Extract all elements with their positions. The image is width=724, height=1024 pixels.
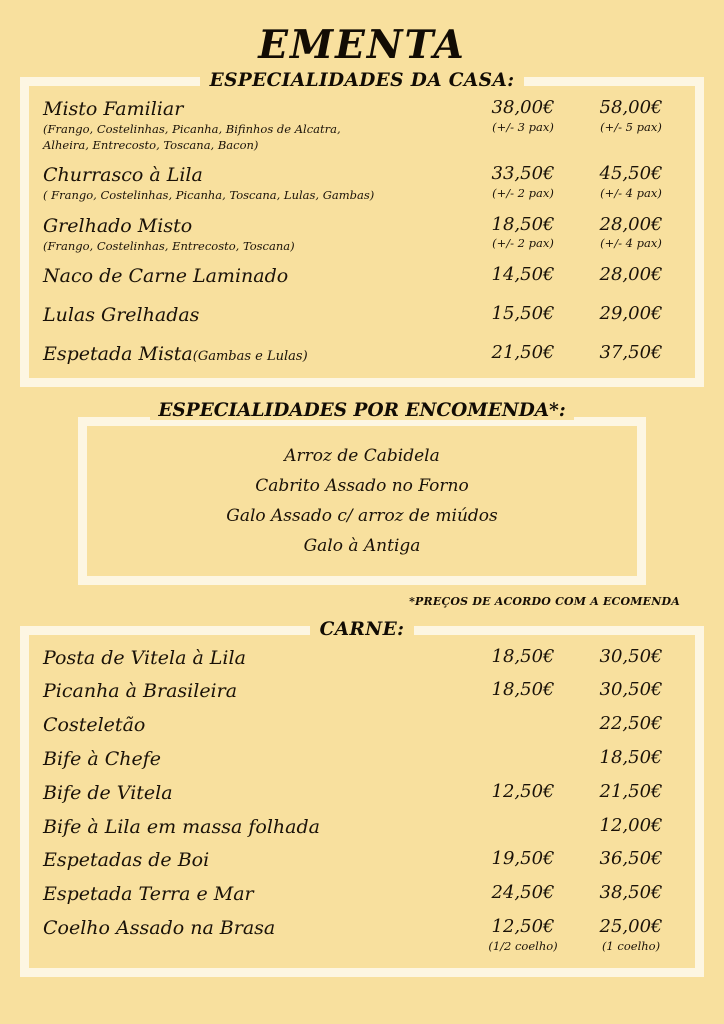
menu-item-ingredients: (Frango, Costelinhas, Picanha, Bifinhos de Alcatra, bbox=[43, 121, 341, 136]
price-pax-note: (+/- 4 pax) bbox=[600, 236, 662, 251]
heading-suffix: : bbox=[558, 399, 566, 421]
price-value: 21,50€ bbox=[491, 341, 555, 363]
menu-item-name-block bbox=[43, 816, 467, 839]
menu-item-price-large bbox=[579, 883, 683, 904]
price-value: 30,50€ bbox=[599, 645, 663, 667]
price-value: 24,50€ bbox=[491, 882, 555, 904]
encomenda-footnote: *PREÇOS DE ACORDO COM A ECOMENDA bbox=[409, 594, 680, 608]
menu-item-name-block bbox=[43, 164, 467, 203]
menu-row bbox=[43, 714, 683, 737]
menu-item-price-large bbox=[579, 782, 683, 803]
menu-item-price-small bbox=[467, 164, 579, 201]
menu-item-price-large bbox=[579, 215, 683, 252]
menu-item-name: Misto Familiar bbox=[43, 98, 184, 120]
menu-item-name: Lulas Grelhadas bbox=[43, 304, 200, 327]
menu-row bbox=[43, 215, 683, 254]
menu-item-name-block bbox=[43, 98, 467, 152]
section-carne bbox=[20, 618, 704, 977]
menu-item-price-small bbox=[467, 98, 579, 135]
menu-item-price-small bbox=[467, 849, 579, 870]
menu-item-ingredients: (Frango, Costelinhas, Entrecosto, Toscana) bbox=[43, 238, 295, 253]
heading-underlined: POR ENCOMENDA* bbox=[353, 399, 559, 421]
encomenda-item-list bbox=[78, 417, 646, 585]
price-value: 58,00€ bbox=[599, 97, 663, 118]
menu-item-name: Espetada Terra e Mar bbox=[43, 883, 254, 906]
menu-item-price-small bbox=[467, 304, 579, 325]
menu-item-price-large bbox=[579, 265, 683, 286]
menu-item-name-block bbox=[43, 917, 467, 940]
menu-item-price-large bbox=[579, 849, 683, 870]
menu-item-name: Espetadas de Boi bbox=[43, 849, 210, 872]
price-pax-note: (+/- 5 pax) bbox=[600, 119, 662, 134]
section-especialidades-da-casa bbox=[20, 70, 704, 387]
menu-item-price-small bbox=[467, 343, 579, 364]
menu-item-name-with-note bbox=[43, 343, 467, 366]
menu-item-name: Churrasco à Lila bbox=[43, 164, 203, 187]
menu-row bbox=[43, 748, 683, 771]
price-value: 12,00€ bbox=[599, 814, 663, 836]
list-item: Cabrito Assado no Forno bbox=[255, 475, 469, 496]
price-value: 12,50€ bbox=[491, 780, 555, 802]
section-heading-label bbox=[150, 399, 573, 421]
price-pax-note: (+/- 2 pax) bbox=[492, 185, 554, 200]
price-value: 22,50€ bbox=[599, 713, 663, 735]
menu-row bbox=[43, 265, 683, 288]
price-value: 21,50€ bbox=[599, 780, 663, 802]
menu-item-ingredients: Alheira, Entrecosto, Toscana, Bacon) bbox=[43, 137, 259, 152]
menu-item-price-small bbox=[467, 883, 579, 904]
menu-item-name: Grelhado Misto bbox=[43, 214, 193, 237]
menu-row bbox=[43, 647, 683, 670]
menu-item-name: Picanha à Brasileira bbox=[43, 680, 238, 703]
price-value: 18,50€ bbox=[599, 747, 663, 769]
section-heading-label: ESPECIALIDADES DA CASA: bbox=[200, 72, 525, 91]
price-value: 37,50€ bbox=[599, 341, 663, 363]
menu-row bbox=[43, 917, 683, 954]
menu-item-name-block bbox=[43, 748, 467, 771]
menu-row bbox=[43, 343, 683, 366]
menu-item-name: Espetada Mista bbox=[43, 342, 193, 365]
price-value: 28,00€ bbox=[599, 264, 663, 286]
section-heading-por-encomenda bbox=[18, 399, 706, 421]
price-value: 28,00€ bbox=[599, 213, 663, 235]
menu-item-ingredients: ( Frango, Costelinhas, Picanha, Toscana, Lulas, Gambas) bbox=[43, 188, 375, 203]
menu-row bbox=[43, 98, 683, 152]
menu-item-price-small bbox=[467, 647, 579, 668]
menu-item-name-block bbox=[43, 304, 467, 327]
menu-item-name: Bife à Chefe bbox=[43, 748, 162, 771]
menu-item-name-block bbox=[43, 782, 467, 805]
price-value: 45,50€ bbox=[599, 163, 663, 185]
section-heading-label: CARNE: bbox=[310, 621, 415, 640]
menu-item-name-block bbox=[43, 680, 467, 703]
menu-item-price-large bbox=[579, 748, 683, 769]
price-pax-note: (1/2 coelho) bbox=[488, 938, 558, 953]
menu-item-name-block bbox=[43, 883, 467, 906]
price-pax-note: (+/- 2 pax) bbox=[492, 236, 554, 251]
price-value: 38,00€ bbox=[491, 97, 555, 118]
price-pax-note: (+/- 4 pax) bbox=[600, 185, 662, 200]
menu-item-name-block bbox=[43, 714, 467, 737]
menu-item-price-small bbox=[467, 782, 579, 803]
price-value: 14,50€ bbox=[491, 264, 555, 286]
menu-item-name: Bife à Lila em massa folhada bbox=[43, 815, 320, 838]
menu-item-price-large bbox=[579, 816, 683, 837]
price-value: 25,00€ bbox=[599, 916, 663, 938]
menu-row bbox=[43, 782, 683, 805]
menu-item-price-large bbox=[579, 98, 683, 135]
menu-row bbox=[43, 883, 683, 906]
menu-item-name: Bife de Vitela bbox=[43, 781, 173, 804]
heading-prefix: ESPECIALIDADES bbox=[158, 399, 354, 421]
price-value: 29,00€ bbox=[599, 303, 663, 325]
price-value: 15,50€ bbox=[491, 303, 555, 325]
price-pax-note: (1 coelho) bbox=[601, 938, 661, 953]
menu-item-price-large bbox=[579, 304, 683, 325]
list-item: Galo à Antiga bbox=[303, 535, 421, 556]
menu-item-price-large bbox=[579, 714, 683, 735]
price-pax-note: (+/- 3 pax) bbox=[492, 119, 554, 134]
menu-item-inline-note: (Gambas e Lulas) bbox=[192, 348, 308, 364]
menu-item-name-block bbox=[43, 849, 467, 872]
menu-row bbox=[43, 680, 683, 703]
menu-row bbox=[43, 816, 683, 839]
menu-item-name-block bbox=[43, 265, 467, 288]
page-title: EMENTA bbox=[258, 22, 466, 68]
menu-item-list bbox=[29, 635, 695, 968]
menu-item-name-block bbox=[43, 215, 467, 254]
menu-row bbox=[43, 164, 683, 203]
price-value: 30,50€ bbox=[599, 679, 663, 701]
menu-item-name: Costeletão bbox=[43, 714, 146, 737]
menu-item-name-block bbox=[43, 647, 467, 670]
price-value: 33,50€ bbox=[491, 163, 555, 185]
menu-item-price-small bbox=[467, 215, 579, 252]
menu-row bbox=[43, 849, 683, 872]
menu-item-price-large bbox=[579, 164, 683, 201]
price-value: 18,50€ bbox=[491, 679, 555, 701]
menu-item-name: Naco de Carne Laminado bbox=[43, 265, 289, 288]
list-item: Galo Assado c/ arroz de miúdos bbox=[226, 505, 498, 526]
menu-item-price-large bbox=[579, 917, 683, 954]
menu-item-list bbox=[29, 86, 695, 378]
list-item: Arroz de Cabidela bbox=[284, 445, 440, 466]
price-value: 38,50€ bbox=[599, 882, 663, 904]
menu-item-price-large bbox=[579, 680, 683, 701]
price-value: 12,50€ bbox=[491, 916, 555, 938]
menu-item-price-small bbox=[467, 265, 579, 286]
section-especialidades-por-encomenda bbox=[78, 399, 646, 585]
price-value: 36,50€ bbox=[599, 848, 663, 870]
menu-row bbox=[43, 304, 683, 327]
price-value: 19,50€ bbox=[491, 848, 555, 870]
menu-item-price-small bbox=[467, 917, 579, 954]
menu-item-price-large bbox=[579, 647, 683, 668]
menu-item-name: Posta de Vitela à Lila bbox=[43, 646, 246, 669]
menu-item-price-large bbox=[579, 343, 683, 364]
menu-item-price-small bbox=[467, 680, 579, 701]
price-value: 18,50€ bbox=[491, 645, 555, 667]
menu-item-name: Coelho Assado na Brasa bbox=[43, 917, 276, 940]
menu-item-name-block bbox=[43, 343, 467, 366]
price-value: 18,50€ bbox=[491, 213, 555, 235]
